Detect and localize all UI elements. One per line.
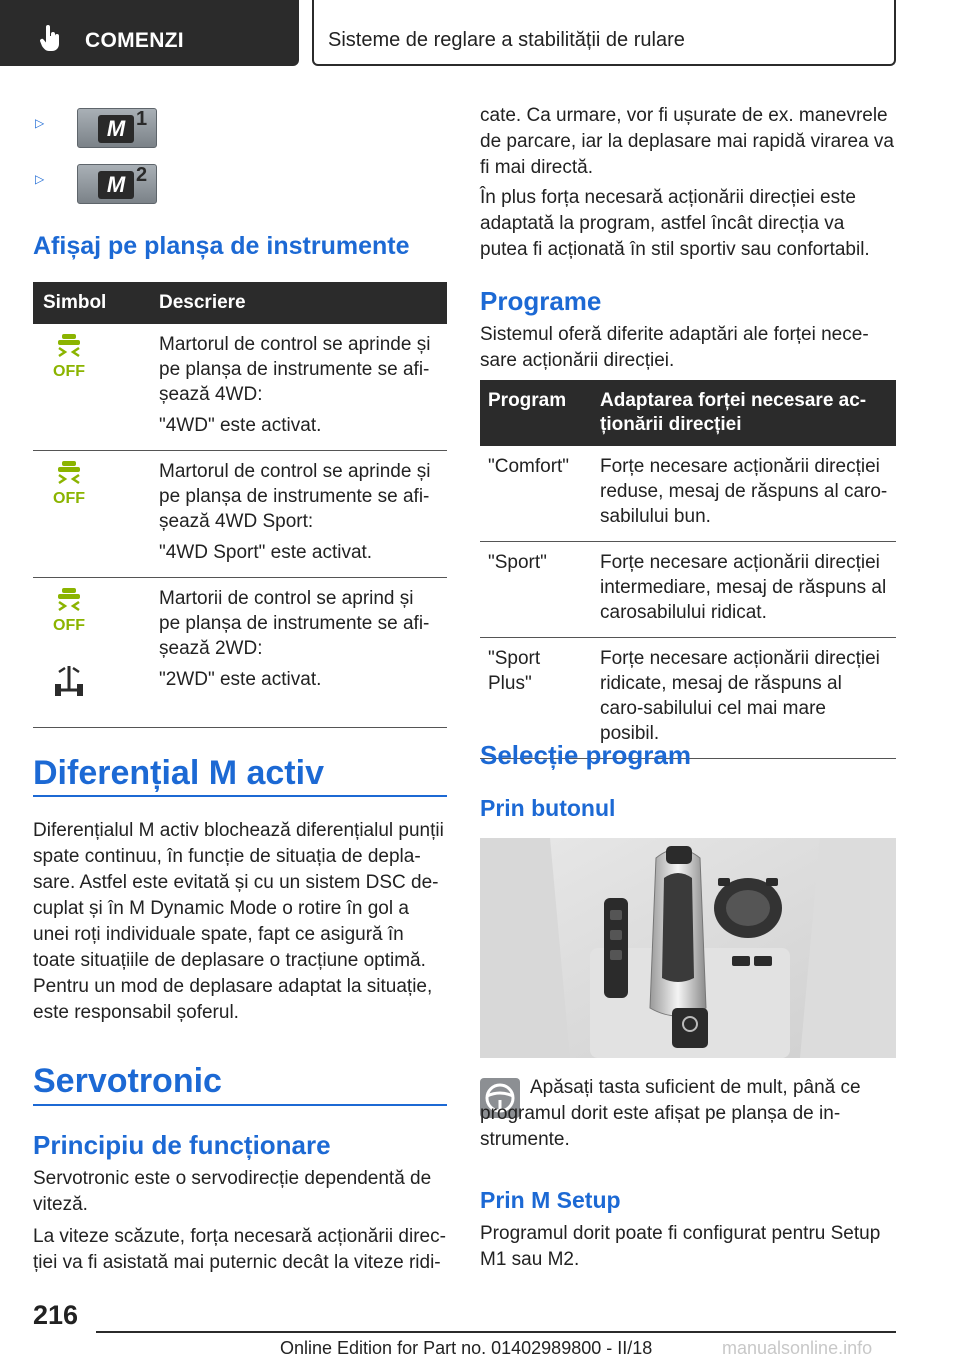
program-name: "Sport Plus": [480, 638, 592, 759]
bullet-triangle-icon: ▷: [35, 116, 45, 130]
symbol-table: [33, 282, 447, 728]
programs-heading: Programe: [480, 286, 602, 316]
table-row: [33, 324, 447, 451]
col-program: Program: [480, 380, 592, 446]
description-status: "4WD Sport" este activat.: [159, 542, 373, 563]
press-instruction: Apăsați tasta suficient de mult, până ce programul dorit este afișat pe planșa de in-strumente.: [480, 1077, 861, 1150]
page-number: 216: [33, 1300, 79, 1330]
principle-heading: Principiu de funcționare: [33, 1130, 331, 1160]
continued-paragraph-2: În plus forța necesară acționării direcției este adaptată la program, astfel încât direcția va putea fi acționată în stil sportiv sau confortabil.: [480, 187, 870, 260]
principle-paragraph: Servotronic este o servodirecție dependentă de viteză.: [33, 1168, 432, 1215]
page-header: [0, 0, 960, 66]
m1-button-icon: M 1: [77, 108, 157, 148]
msetup-paragraph: Programul dorit poate fi configurat pentru Setup M1 sau M2.: [480, 1223, 881, 1270]
hand-pointer-icon: [40, 25, 62, 51]
continued-paragraph: cate. Ca urmare, vor fi ușurate de ex. manevrele de parcare, iar la deplasare mai rapidă virarea va fi mai directă.: [480, 105, 894, 178]
by-button-heading: Prin butonul: [480, 795, 616, 821]
section-label: COMENZI: [85, 29, 184, 52]
diff-heading: Diferențial M activ: [33, 754, 324, 792]
heading-rule: [33, 1104, 447, 1106]
description-text: Martorul de control se aprinde și pe planșa de instrumente se afi-șează 4WD Sport:: [159, 461, 431, 532]
description-text: Martorii de control se aprind și pe planșa de instrumente se afi-șează 2WD:: [159, 588, 430, 659]
bullet-triangle-icon: ▷: [35, 172, 45, 186]
section-tab: [0, 0, 299, 66]
4wd-off-indicator-icon: [49, 332, 89, 378]
principle-paragraph-2: La viteze scăzute, forța necesară acționării direc-ției va fi asistată mai puternic decât la viteze ridi-: [33, 1226, 446, 1273]
col-adaptation: Adaptarea forței necesare ac-ționării direcției: [592, 380, 896, 446]
msetup-heading: Prin M Setup: [480, 1187, 621, 1213]
table-row: [33, 451, 447, 578]
description-text: Martorul de control se aprinde și pe planșa de instrumente se afi-șează 4WD:: [159, 334, 431, 405]
watermark-text: manualsonline.info: [722, 1338, 873, 1358]
svg-text:OFF: OFF: [53, 617, 85, 632]
program-description: Forțe necesare acționării direcției ridicate, mesaj de răspuns al caro-sabilului cel mai mare posibil.: [592, 638, 896, 759]
svg-text:OFF: OFF: [53, 363, 85, 378]
heading-rule: [33, 795, 447, 797]
table-row: [480, 542, 896, 638]
4wd-off-indicator-icon: [49, 586, 89, 632]
4wd-off-indicator-icon: [49, 459, 89, 505]
table-row: [33, 578, 447, 728]
description-status: "2WD" este activat.: [159, 669, 322, 690]
programs-paragraph: Sistemul oferă diferite adaptări ale forței nece-sare acționării direcției.: [480, 324, 869, 371]
chapter-title: Sisteme de reglare a stabilității de rulare: [328, 29, 685, 51]
servotronic-heading: Servotronic: [33, 1062, 222, 1100]
table-row: [480, 446, 896, 542]
svg-text:OFF: OFF: [53, 490, 85, 505]
footer-rule: [96, 1331, 896, 1333]
description-status: "4WD" este activat.: [159, 415, 322, 436]
selection-heading: Selecție program: [480, 740, 691, 770]
col-symbol: Simbol: [33, 282, 151, 324]
2wd-drivetrain-icon: [49, 658, 89, 698]
program-description: Forțe necesare acționării direcției intermediare, mesaj de răspuns al carosabilului ridicat.: [592, 542, 896, 638]
program-name: "Sport": [480, 542, 592, 638]
diff-paragraph: Diferențialul M activ blochează diferențialul punții spate continuu, în funcție de situația de depla-sare. Astfel este evitată și cu un sistem DSC de-cuplat și în M Dynamic Mode o rotire în gol a unei roți individuale spate, fapt ce asigură în toate situațiile de deplasare o tracțiune optimă.: [33, 820, 444, 971]
program-table: [480, 380, 896, 759]
edition-text: Online Edition for Part no. 01402989800 - II/18: [280, 1338, 653, 1358]
col-description: Descriere: [151, 282, 447, 324]
chapter-tab: [312, 0, 896, 66]
m2-button-icon: M 2: [77, 164, 157, 204]
program-name: "Comfort": [480, 446, 592, 542]
center-console-image: [480, 838, 896, 1058]
program-description: Forțe necesare acționării direcției reduse, mesaj de răspuns al caro-sabilului bun.: [592, 446, 896, 542]
diff-paragraph-2: Pentru un mod de deplasare adaptat la situație, este responsabil șoferul.: [33, 976, 433, 1023]
display-heading: Afișaj pe planșa de instrumente: [33, 232, 410, 260]
